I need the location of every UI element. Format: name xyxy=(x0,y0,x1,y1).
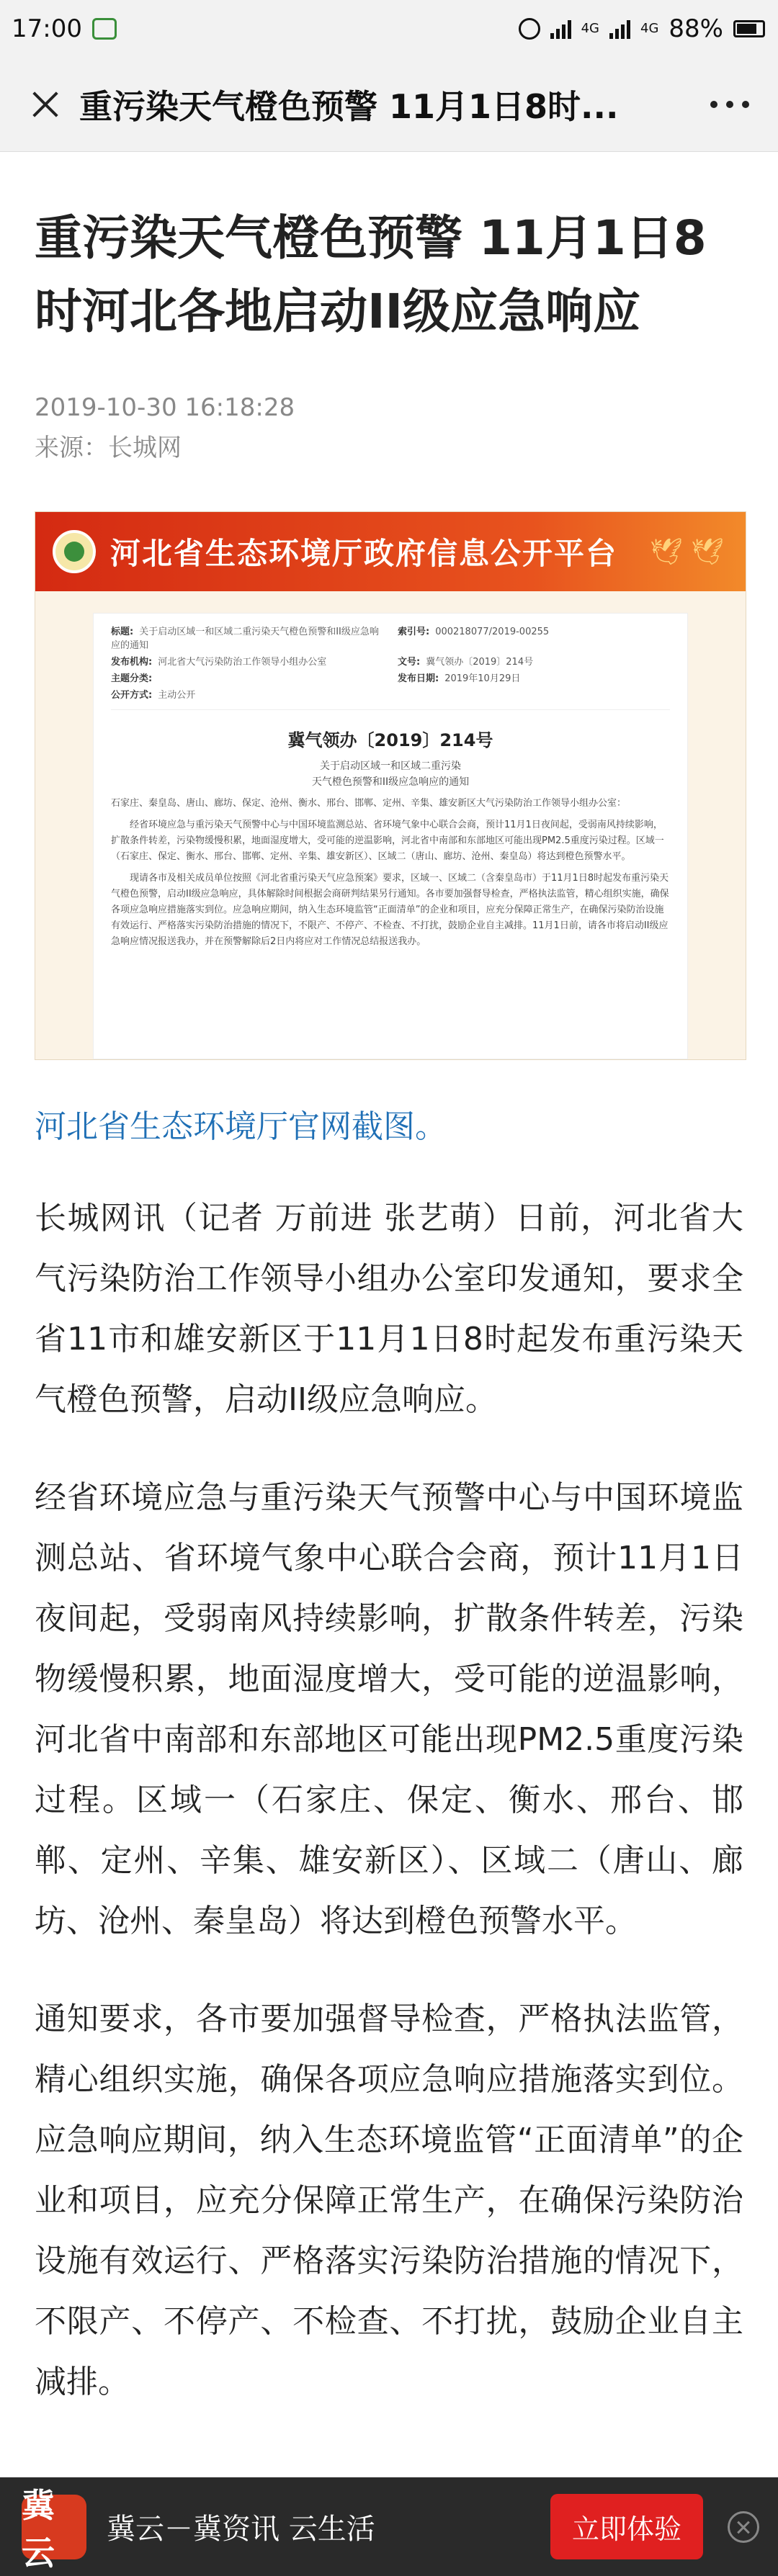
document-number: 冀气领办〔2019〕214号 xyxy=(287,730,493,750)
article-meta xyxy=(35,387,743,468)
emblem-logo xyxy=(53,530,96,573)
status-bar xyxy=(0,0,778,58)
doc-meta-cell: 主题分类: xyxy=(111,673,153,684)
document-meta-table xyxy=(111,624,670,710)
article-title: 重污染天气橙色预警 11月1日8时河北各地启动II级应急响应 xyxy=(35,210,707,339)
app-download-bar xyxy=(0,2477,778,2576)
article-source: 来源：长城网 xyxy=(35,434,182,462)
gov-site-banner xyxy=(35,512,746,591)
doc-meta-cell: 文号: 冀气领办〔2019〕214号 xyxy=(398,657,534,668)
document-subtitle-2: 天气橙色预警和II级应急响应的通知 xyxy=(311,776,470,788)
top-nav-bar xyxy=(0,58,778,152)
screenshot-notification-icon xyxy=(92,18,117,40)
close-icon[interactable] xyxy=(0,58,79,151)
app-logo: 冀云 xyxy=(22,2495,86,2559)
network-type-2: 4G xyxy=(640,21,659,36)
banner-title: 河北省生态环境厅政府信息公开平台 xyxy=(110,536,618,571)
doc-meta-cell: 标题: 关于启动区域一和区域二重污染天气橙色预警和II级应急响应的通知 xyxy=(111,627,379,651)
signal-icon xyxy=(550,19,571,39)
doc-meta-cell: 发布日期: 2019年10月29日 xyxy=(398,673,521,684)
article xyxy=(35,202,743,2444)
app-name: 冀云－冀资讯 云生活 xyxy=(107,2513,375,2546)
document-body: 现请各市及相关成员单位按照《河北省重污染天气应急预案》要求，区域一、区域二（含秦皇岛市）于11月1日8时起发布重污染天气橙色预警，启动II级应急响应，具体解除时间根据会商研判结果另行通知。各市要加强督导检查，严格执法监管，精心组织实施，确保各项应急响应措施落实到位。应急响应期间，纳入生态环境监管“正面清单”的企业和项目，应充分保障正常生产，在确保污染防治设施有效运行、严格落实污染防治措施的情况下，不限产、不停产、不检查、不打扰，鼓励企业自主减排。11月1日前，请各市将启动II级应急响应情况报送我办，并在预警解除后2日内将应对工作情况总结报送我办。 xyxy=(111,873,669,947)
birds-decoration-icon: 🕊 🕊 xyxy=(650,537,724,567)
doc-meta-cell: 公开方式: 主动公开 xyxy=(111,690,196,701)
document-page xyxy=(93,613,688,1059)
try-now-button[interactable]: 立即体验 xyxy=(550,2494,703,2559)
alarm-icon xyxy=(519,18,540,40)
article-image[interactable] xyxy=(35,511,746,1060)
signal-icon-2 xyxy=(609,19,630,39)
document-body: 石家庄、秦皇岛、唐山、廊坊、保定、沧州、衡水、邢台、邯郸、定州、辛集、雄安新区大气污染防治工作领导小组办公室： xyxy=(111,798,627,809)
document-subtitle-1: 关于启动区域一和区域二重污染 xyxy=(320,760,461,772)
article-paragraph: 通知要求，各市要加强督导检查，严格执法监管，精心组织实施，确保各项应急响应措施落实到位。应急响应期间，纳入生态环境监管“正面清单”的企业和项目，应充分保障正常生产，在确保污染防治设施有效运行、严格落实污染防治措施的情况下，不限产、不停产、不检查、不打扰，鼓励企业自主减排。 xyxy=(35,2001,743,2400)
publish-date: 2019-10-30 16:18:28 xyxy=(35,393,295,422)
close-icon[interactable] xyxy=(728,2511,759,2543)
article-paragraph: 长城网讯（记者 万前进 张艺萌）日前，河北省大气污染防治工作领导小组办公室印发通知，要求全省11市和雄安新区于11月1日8时起发布重污染天气橙色预警，启动II级应急响应。 xyxy=(35,1200,743,1418)
network-type-1: 4G xyxy=(581,21,600,36)
doc-meta-cell: 索引号: 000218077/2019-00255 xyxy=(398,627,550,637)
battery-percent: 88% xyxy=(669,14,723,43)
document-body: 经省环境应急与重污染天气预警中心与中国环境监测总站、省环境气象中心联合会商，预计11月1日夜间起，受弱南风持续影响，扩散条件转差，污染物缓慢积累，地面湿度增大，受可能的逆温影响，河北省中南部和东部地区可能出现PM2.5重度污染过程。区域一（石家庄、保定、衡水、邢台、邯郸、定州、辛集、雄安新区）、区域二（唐山、廊坊、沧州、秦皇岛）将达到橙色预警水平。 xyxy=(111,820,664,862)
more-options-icon[interactable] xyxy=(710,101,749,108)
image-caption: 河北省生态环境厅官网截图。 xyxy=(35,1108,447,1145)
article-paragraph: 经省环境应急与重污染天气预警中心与中国环境监测总站、省环境气象中心联合会商，预计11月1日夜间起，受弱南风持续影响，扩散条件转差，污染物缓慢积累，地面湿度增大，受可能的逆温影响，河北省中南部和东部地区可能出现PM2.5重度污染过程。区域一（石家庄、保定、衡水、邢台、邯郸、定州、辛集、雄安新区）、区域二（唐山、廊坊、沧州、秦皇岛）将达到橙色预警水平。 xyxy=(35,1479,743,1939)
battery-icon xyxy=(733,20,765,37)
status-time: 17:00 xyxy=(12,14,82,43)
status-icons xyxy=(519,14,765,43)
doc-meta-cell: 发布机构: 河北省大气污染防治工作领导小组办公室 xyxy=(111,657,327,668)
nav-title: 重污染天气橙色预警 11月1日8时... xyxy=(79,87,619,126)
